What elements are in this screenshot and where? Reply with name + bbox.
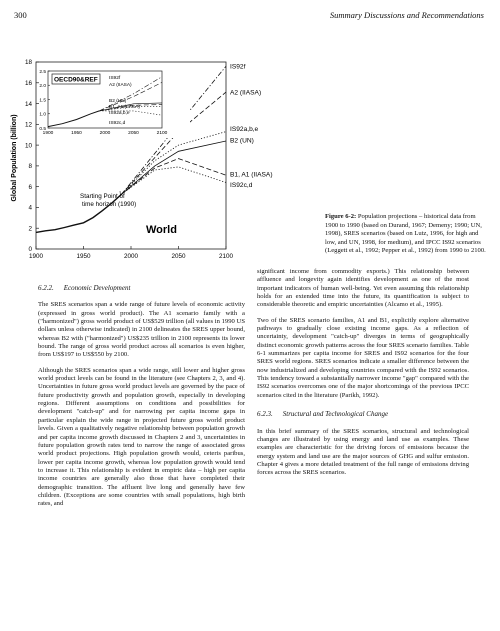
y-axis-title: Global Population (billion) bbox=[11, 114, 18, 202]
left-column bbox=[38, 284, 245, 516]
paragraph: Although the SRES scenarios span a wide range, still lower and higher gross world product levels can be found in the literature (see Chapters 2, 3, and 4). Uncertainties in future gross world product levels are governed by the pace of future productivity growth and population growth, especially in developing regions. Different assumptions on conditions and possibilities for development "catch-up" and for narrowing per capita income gaps in particular explain the wide range in projected future gross world product levels. Given a qualitatively negative relationship between population growth and per capita income growth discussed in Chapters 2 and 3, uncertainties in future population growth rates tend to narrow the range of associated gross world product projections. High population growth would, ceteris paribus, lower per capita income growth, whereas low population growth would tend to increase it. This relationship is evident in empiric data – high per capita income countries are generally also those that have completed their demographic transition. The affluent live long and generally have few children. (Exceptions are some countries with small populations, high birth rates, and bbox=[38, 366, 245, 508]
paragraph: In this brief summary of the SRES scenarios, structural and technological changes are illustrated by using energy and land use as examples. These examples are characteristic for the driving forces of emissions because the energy system and land use are the major sources of GHG and sulfur emission. Chapter 4 gives a more detailed treatment of the full range of emissions driving forces across the SRES scenarios. bbox=[257, 427, 469, 477]
inset-x-tick-label: 2050 bbox=[128, 131, 139, 136]
inset-y-tick-label: 1.5 bbox=[39, 98, 46, 104]
caption-label: Figure 6-2: bbox=[325, 213, 357, 220]
series-label: IS92c,d bbox=[230, 182, 253, 190]
section-number: 6.2.3. bbox=[257, 410, 273, 419]
inset-series-label: A2 (IIASA) bbox=[109, 83, 132, 88]
section-heading-structural bbox=[257, 410, 469, 418]
inset-title: OECD90&REF bbox=[54, 76, 98, 84]
inset-x-tick-label: 2100 bbox=[156, 131, 168, 136]
inset-series-label: IS92c,d bbox=[109, 121, 126, 126]
inset-y-tick-label: 0.5 bbox=[39, 126, 46, 132]
inset-y-tick-label: 2.5 bbox=[39, 69, 46, 75]
series-label: B2 (UN) bbox=[230, 137, 254, 145]
section-title: Structural and Technological Change bbox=[282, 410, 389, 419]
series-label: B1, A1 (IIASA) bbox=[230, 171, 273, 179]
world-label: World bbox=[146, 224, 177, 236]
y-tick-label: 12 bbox=[24, 121, 32, 129]
y-tick-label: 2 bbox=[28, 225, 32, 233]
right-column bbox=[257, 268, 469, 485]
y-tick-label: 14 bbox=[24, 100, 32, 108]
inset-x-tick-label: 2000 bbox=[99, 131, 111, 136]
start-note-line2: time horizon (1990) bbox=[82, 201, 137, 208]
series-label: A2 (IIASA) bbox=[230, 89, 262, 97]
inset-chart bbox=[39, 66, 190, 138]
figure-caption bbox=[325, 213, 490, 256]
inset-series-label: IS92f bbox=[109, 76, 121, 81]
series-line bbox=[122, 132, 227, 195]
y-tick-label: 18 bbox=[24, 59, 32, 67]
inset-y-tick-label: 2.0 bbox=[39, 84, 46, 90]
x-tick-label: 1900 bbox=[28, 253, 44, 260]
inset-series-label: B1, A1 (IIASA) bbox=[109, 105, 140, 110]
y-tick-label: 16 bbox=[24, 79, 32, 87]
inset-series-label: B2 (UN) bbox=[109, 99, 127, 104]
population-chart bbox=[10, 58, 320, 264]
section-heading-economic bbox=[38, 284, 245, 292]
y-tick-label: 8 bbox=[28, 163, 32, 171]
inset-x-tick-label: 1950 bbox=[71, 131, 82, 136]
section-number: 6.2.2. bbox=[38, 284, 54, 292]
caption-text: Population projections – historical data from 1900 to 1990 (based on Durand, 1967; Demeny; 1990; UN, 1998), SRES scenarios (based on Lutz, 1996, for high and low, and UN, 1998, for medium), and IPCC IS92 scenarios (Leggett et al., 1992; Pepper et al., 1992) from 1990 to 2100. bbox=[325, 213, 486, 255]
inset-series-label: IS92a,b,e bbox=[109, 111, 130, 116]
y-tick-label: 0 bbox=[28, 246, 32, 254]
y-tick-label: 6 bbox=[28, 183, 32, 191]
historical-line bbox=[36, 194, 122, 232]
running-title: Summary Discussions and Recommendations bbox=[329, 10, 484, 20]
y-tick-label: 4 bbox=[28, 204, 32, 212]
paragraph: The SRES scenarios span a wide range of future levels of economic activity (expressed in gross world product). The A1 scenario family with a ("harmonized") gross world product of US$529 trillion (all values in 1990 US dollars unless otherwise indicated) in 2100 delineates the SRES upper bound, whereas B2 with ("harmonized") US$235 trillion in 2100 represents its lower bound. The range of gross world product across all scenarios is even higher, from US$197 to US$550 by 2100. bbox=[38, 301, 245, 359]
y-tick-label: 10 bbox=[24, 142, 32, 150]
section-title: Economic Development bbox=[63, 284, 131, 292]
series-label: IS92f bbox=[230, 63, 246, 71]
page-number: 300 bbox=[14, 10, 27, 20]
x-tick-label: 2050 bbox=[171, 253, 186, 260]
paragraph: Two of the SRES scenario families, A1 and B1, explicitly explore alternative pathways to gradually close existing income gaps. As a reflection of uncertainty, development "catch-up" diverges in terms of geographically distinct economic growth patterns across the four SRES scenario families. Table 6-1 summarizes per capita income for SRES and IS92 scenarios for the four SRES world regions. SRES scenarios indicate a smaller difference between the now industrialized and developing countries compared with the IS92 scenarios. This tendency toward a substantially narrower income "gap" compared with the IS92 scenarios overcomes one of the major shortcomings of the previous IPCC scenarios cited in the literature (Parikh, 1992). bbox=[257, 316, 469, 399]
start-note-line1: Starting Point of bbox=[80, 193, 125, 200]
x-tick-label: 2100 bbox=[218, 253, 234, 260]
series-label: IS92a,b,e bbox=[230, 125, 259, 133]
inset-y-tick-label: 1.0 bbox=[39, 112, 46, 118]
x-tick-label: 2000 bbox=[123, 253, 139, 260]
paragraph: significant income from commodity exports.) This relationship between affluence and longevity again identifies development as one of the most important indicators of human well-being. Yet even assuming this relationship holds for an extended time into the future, its quantification is subject to considerable theoretic and empiric uncertainties (Alcamo et al., 1995). bbox=[257, 268, 469, 309]
inset-x-tick-label: 1900 bbox=[42, 131, 54, 136]
x-tick-label: 1950 bbox=[76, 253, 91, 260]
